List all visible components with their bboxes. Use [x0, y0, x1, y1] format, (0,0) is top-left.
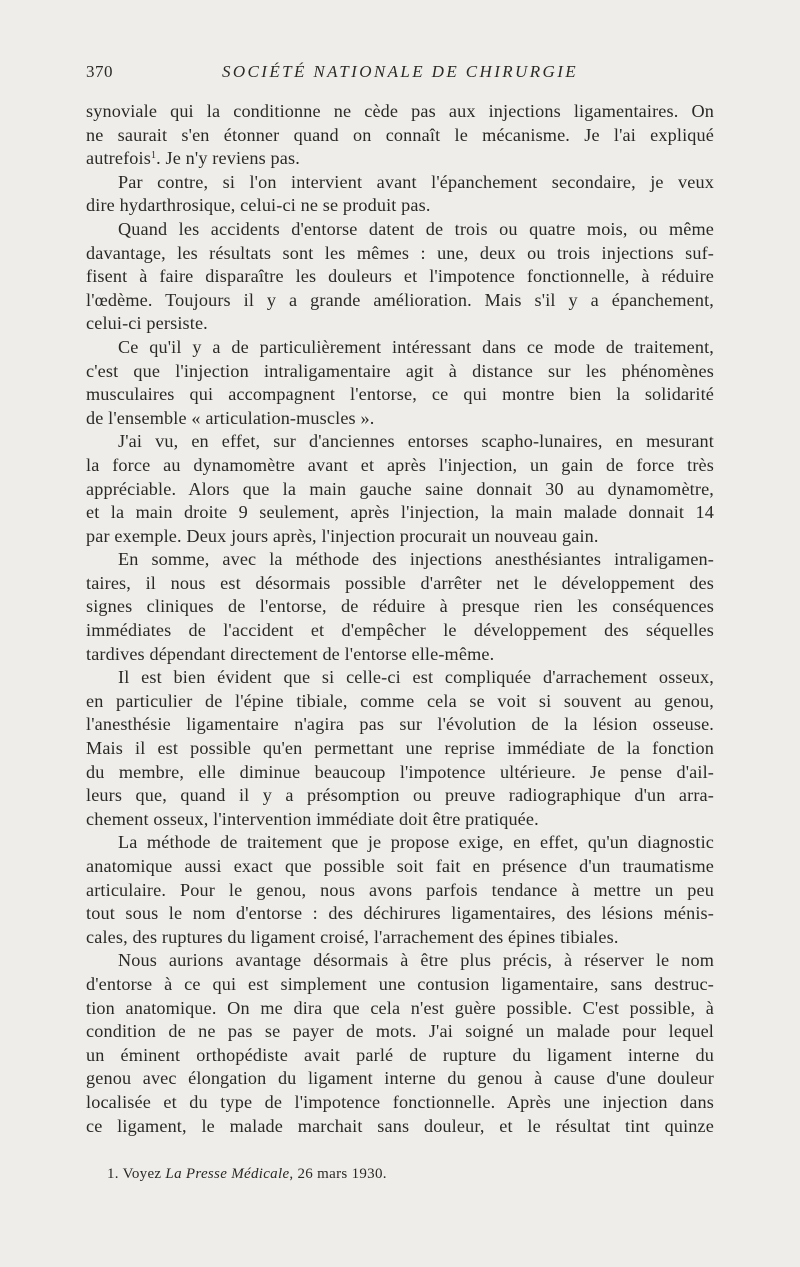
text-line: La méthode de traitement que je propose exige, en effet, qu'un diagnostic: [118, 832, 714, 853]
text-line: localisée et du type de l'impotence fonctionnelle. Après une injection dans: [86, 1091, 714, 1112]
text-line: Mais il est possible qu'en permettant une reprise immédiate de la fonction: [86, 738, 714, 759]
page-header: [86, 62, 714, 88]
text-line: davantage, les résultats sont les mêmes : une, deux ou trois injections suf-: [86, 242, 714, 263]
text-line: c'est que l'injection intraligamentaire agit à distance sur les phénomènes: [86, 360, 714, 381]
text-line: immédiates de l'accident et d'empêcher le développement des séquelles: [86, 620, 714, 641]
footnote-journal: La Presse Médicale: [165, 1166, 290, 1182]
text-line: appréciable. Alors que la main gauche saine donnait 30 au dynamomètre,: [86, 478, 714, 499]
text-line: Quand les accidents d'entorse datent de trois ou quatre mois, ou même: [118, 218, 714, 239]
text-line: Nous aurions avantage désormais à être plus précis, à réserver le nom: [118, 950, 714, 971]
text-line: chement osseux, l'intervention immédiate doit être pratiquée.: [86, 808, 539, 829]
text-line: condition de ne pas se payer de mots. J'ai soigné un malade pour lequel: [86, 1021, 714, 1042]
text-line: tion anatomique. On me dira que cela n'est guère possible. C'est possible, à: [86, 997, 714, 1018]
text-line: J'ai vu, en effet, sur d'anciennes entorses scapho-lunaires, en mesurant: [118, 431, 714, 452]
text-line: autrefois$^1$. Je n'y reviens pas.: [86, 148, 300, 169]
text-line: tout sous le nom d'entorse : des déchirures ligamentaires, des lésions ménis-: [86, 903, 714, 924]
text-line: genou avec élongation du ligament interne du genou à cause d'une douleur: [86, 1068, 714, 1089]
text-line: musculaires qui accompagnent l'entorse, ce qui montre bien la solidarité: [86, 384, 714, 405]
text-line: ne saurait s'en étonner quand on connaît le mécanisme. Je l'ai expliqué: [86, 124, 714, 145]
footnote-text-before: Voyez: [122, 1166, 162, 1182]
text-line: Ce qu'il y a de particulièrement intéressant dans ce mode de traitement,: [118, 336, 714, 357]
text-line: tardives dépendant directement de l'entorse elle-même.: [86, 643, 495, 664]
body-text: [86, 100, 714, 1138]
footnote-number: 1.: [107, 1166, 119, 1182]
page-number: 370: [86, 62, 113, 81]
text-line: celui-ci persiste.: [86, 313, 208, 334]
text-line: Par contre, si l'on intervient avant l'épanchement secondaire, je veux: [118, 171, 714, 192]
text-line: par exemple. Deux jours après, l'injection procurait un nouveau gain.: [86, 525, 599, 546]
running-head: SOCIÉTÉ NATIONALE DE CHIRURGIE: [221, 62, 579, 81]
text-line: anatomique aussi exact que possible soit fait en présence d'un traumatisme: [86, 856, 714, 876]
text-line: et la main droite 9 seulement, après l'injection, la main malade donnait 14: [86, 502, 714, 523]
text-line: de l'ensemble « articulation-muscles ».: [86, 407, 375, 428]
text-line: en particulier de l'épine tibiale, comme cela se voit si souvent au genou,: [86, 690, 714, 711]
text-line: articulaire. Pour le genou, nous avons parfois tendance à mettre un peu: [86, 879, 714, 900]
footnote: [107, 1166, 387, 1183]
text-line: fisent à faire disparaître les douleurs et l'impotence fonctionnelle, à réduire: [86, 266, 714, 287]
text-line: signes cliniques de l'entorse, de réduire à presque rien les conséquences: [86, 596, 714, 617]
text-line: synoviale qui la conditionne ne cède pas aux injections ligamentaires. On: [86, 101, 714, 121]
text-line: un éminent orthopédiste avait parlé de rupture du ligament interne du: [86, 1044, 714, 1065]
footnote-reference: 1: [150, 150, 157, 162]
text-line: taires, il nous est désormais possible d'arrêter net le développement des: [86, 572, 714, 593]
text-line: l'œdème. Toujours il y a grande amélioration. Mais s'il y a épanchement,: [86, 289, 714, 310]
text-line: Il est bien évident que si celle-ci est compliquée d'arrachement osseux,: [118, 667, 714, 688]
text-line: dire hydarthrosique, celui-ci ne se produit pas.: [86, 195, 431, 216]
text-line: l'anesthésie ligamentaire n'agira pas sur l'évolution de la lésion osseuse.: [86, 714, 714, 735]
text-line: leurs que, quand il y a présomption ou preuve radiographique d'un arra-: [86, 785, 714, 806]
text-line: d'entorse à ce qui est simplement une contusion ligamentaire, sans destruc-: [86, 973, 714, 994]
text-line: En somme, avec la méthode des injections anesthésiantes intraligamen-: [118, 549, 714, 570]
text-line: la force au dynamomètre avant et après l'injection, un gain de force très: [86, 454, 714, 475]
text-line: cales, des ruptures du ligament croisé, l'arrachement des épines tibiales.: [86, 926, 619, 947]
text-line: ce ligament, le malade marchait sans douleur, et le résultat tint quinze: [86, 1115, 714, 1136]
footnote-text-after: , 26 mars 1930.: [289, 1166, 387, 1182]
text-line: du membre, elle diminue beaucoup l'impotence ultérieure. Je pense d'ail-: [86, 761, 714, 782]
